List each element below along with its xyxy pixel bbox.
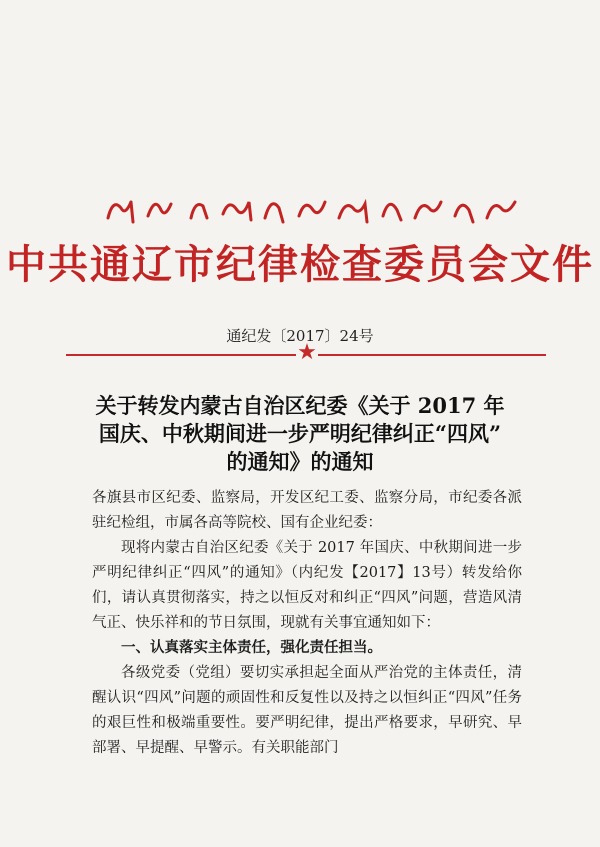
paragraph-2: 各级党委（党组）要切实承担起全面从严治党的主体责任，清醒认识“四风”问题的顽固性和反复性以及持之以恒纠正“四风”任务的艰巨性和极端重要性。要严明纪律，提出严格要求，早研究、早部署、早提醒、早警示。有关职能部门 (92, 665, 522, 756)
star-icon: ★ (297, 340, 317, 365)
paragraph-1: 现将内蒙古自治区纪委《关于 2017 年国庆、中秋期间进一步严明纪律纠正“四风”的通知》（内纪发【2017】13号）转发给你们，请认真贯彻落实，持之以恒反对和纠正“四风”问题，营造风清气正、快乐祥和的节日氛围，现就有关事宜通知如下： (92, 540, 522, 631)
section-heading-1: 一、认真落实主体责任，强化责任担当。 (121, 640, 382, 656)
issuer-title: 中共通辽市纪律检查委员会文件 (6, 242, 594, 288)
recipients: 各旗县市区纪委、监察局，开发区纪工委、监察分局，市纪委各派驻纪检组，市属各高等院校、国有企业纪委： (92, 490, 522, 531)
document-title (60, 392, 540, 476)
title-line-1: 关于转发内蒙古自治区纪委《关于 2017 年 (95, 393, 505, 418)
mongolian-script-heading (103, 188, 523, 228)
title-line-3: 的通知》的通知 (226, 449, 374, 474)
title-line-2: 国庆、中秋期间进一步严明纪律纠正“四风” (98, 421, 502, 446)
red-divider-left (66, 354, 296, 356)
document-body (92, 486, 522, 761)
red-divider-right (318, 354, 546, 356)
document-number: 通纪发〔2017〕24号 (226, 327, 374, 345)
